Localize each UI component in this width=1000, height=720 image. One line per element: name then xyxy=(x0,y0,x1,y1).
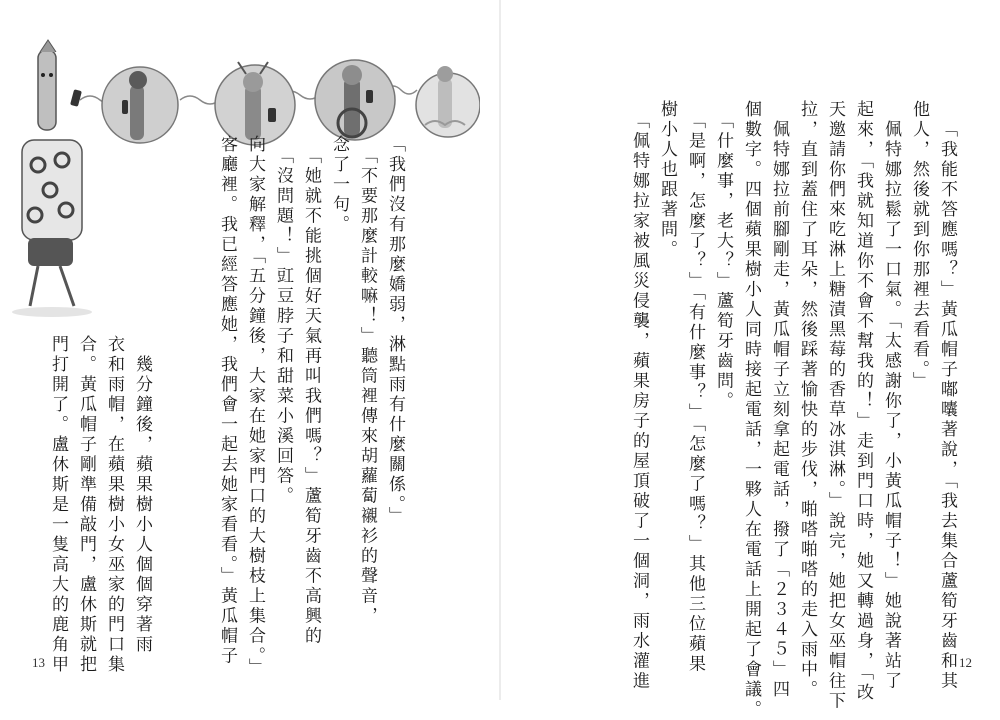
text-column: 拉，直到蓋住了耳朵，然後踩著愉快的步伐，啪嗒啪嗒的走入雨中。 xyxy=(797,100,817,700)
text-column: 門打開了。盧休斯是一隻高大的鹿角甲 xyxy=(48,335,68,675)
page-number: 13 xyxy=(32,655,45,670)
text-column: 幾分鐘後，蘋果樹小人個個穿著雨 xyxy=(132,335,152,655)
text-column: 向大家解釋，「五分鐘後，大家在她家門口的大樹枝上集合。」 xyxy=(245,135,265,678)
text-column: 樹小人也跟著問。 xyxy=(657,100,677,260)
text-column: 「我們沒有那麼嬌弱，淋點雨有什麼關係。」 xyxy=(385,135,405,527)
text-column: 「是啊，怎麼了？」「有什麼事？」「怎麼了嗎？」其他三位蘋果 xyxy=(685,100,705,675)
text-column: 個數字。四個蘋果樹小人同時接起電話，一夥人在電話上開起了會議。 xyxy=(741,100,761,720)
right-page xyxy=(500,0,1000,720)
text-column: 客廳裡。我已經答應她，我們會一起去她家看看。」黃瓜帽子 xyxy=(217,135,237,667)
page-number: 12 xyxy=(959,655,972,670)
text-column: 佩特娜拉前腳剛走，黃瓜帽子立刻拿起電話，撥了「２３４５」四 xyxy=(769,100,789,700)
text-column: 起來，「我就知道你不會不幫我的！」走到門口時，她又轉過身，「改 xyxy=(853,100,873,703)
text-column: 佩特娜拉鬆了一口氣。「太感謝你了，小黃瓜帽子！」她說著站了 xyxy=(881,100,901,692)
text-column: 「我能不答應嗎？」黃瓜帽子嘟囔著說，「我去集合蘆筍牙齒和其 xyxy=(937,120,957,692)
text-column: 合。黃瓜帽子剛準備敲門，盧休斯就把 xyxy=(76,335,96,675)
text-column: 念了一句。 xyxy=(329,135,349,235)
text-column: 「不要那麼計較嘛！」聽筒裡傳來胡蘿蔔襯衫的聲音， xyxy=(357,135,377,627)
text-column: 「什麼事，老大？」蘆筍牙齒問。 xyxy=(713,100,733,412)
text-column: 衣和雨帽，在蘋果樹小女巫家的門口集 xyxy=(104,335,124,675)
left-page xyxy=(0,0,500,700)
text-column: 他人，然後就到你那裡去看看。」 xyxy=(909,100,929,392)
text-column: 「佩特娜拉家被風災侵襲，蘋果房子的屋頂破了一個洞，雨水灌進 xyxy=(629,100,649,692)
text-column: 「她就不能挑個好天氣再叫我們嗎？」蘆筍牙齒不高興的 xyxy=(301,135,321,647)
text-column: 「沒問題！」豇豆脖子和甜菜小溪回答。 xyxy=(273,135,293,507)
text-column: 天邀請你們來吃淋上糖漬黑莓的香草冰淇淋。」說完，她把女巫帽往下 xyxy=(825,100,845,712)
